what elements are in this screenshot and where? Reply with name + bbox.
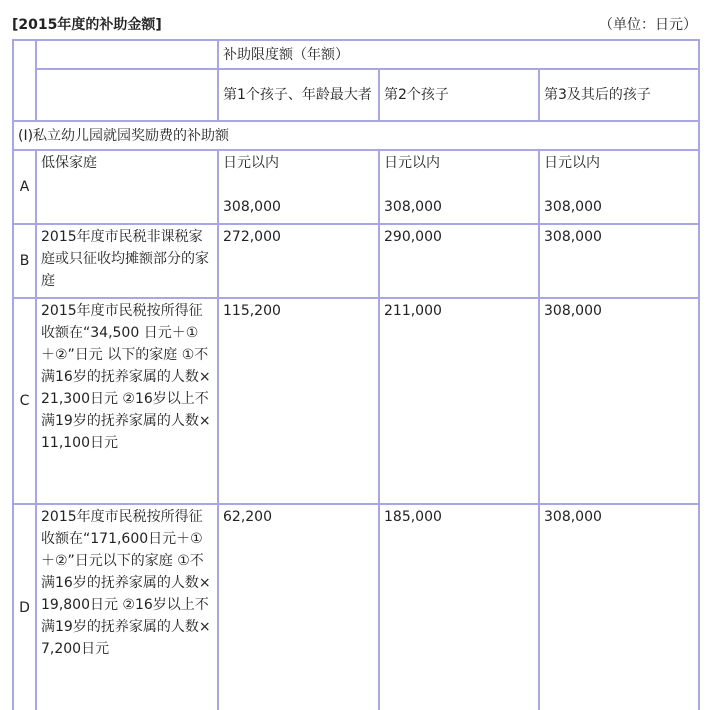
row-value-second — [379, 150, 539, 224]
section-title: (I)私立幼儿园就园奖励费的补助额 — [13, 121, 699, 150]
row-letter: B — [13, 224, 36, 298]
row-letter: C — [13, 298, 36, 504]
row-description: 2015年度市民税按所得征收额在“171,600日元＋①＋②”日元以下的家庭 ①不满16岁的抚养家属的人数×19,800日元 ②16岁以上不满19岁的抚养家属的人数×7,200日元 — [36, 504, 218, 710]
header-third-child: 第3及其后的孩子 — [539, 69, 699, 121]
limit-value: 308,000 — [384, 199, 442, 215]
row-letter: A — [13, 150, 36, 224]
header-row-columns — [13, 69, 699, 121]
header-blank-desc — [36, 40, 218, 69]
limit-value: 308,000 — [223, 199, 281, 215]
limit-prefix: 日元以内 — [223, 155, 279, 171]
row-value-first: 272,000 — [218, 224, 379, 298]
subsidy-table — [12, 39, 700, 710]
limit-prefix: 日元以内 — [544, 155, 600, 171]
row-value-first: 62,200 — [218, 504, 379, 710]
row-value-third: 308,000 — [539, 504, 699, 710]
table-row — [13, 224, 699, 298]
row-value-first: 115,200 — [218, 298, 379, 504]
header-subsidy-limit: 补助限度额（年额） — [218, 40, 699, 69]
row-letter: D — [13, 504, 36, 710]
header-blank-letter — [13, 40, 36, 121]
section-row — [13, 121, 699, 150]
table-title: [2015年度的补助金额] — [12, 17, 162, 33]
row-description: 2015年度市民税按所得征收额在“34,500 日元＋① ＋②”日元 以下的家庭 ①不满16岁的抚养家属的人数×21,300日元 ②16岁以上不满19岁的抚养家属的人数× 11,100日元 — [36, 298, 218, 504]
header-blank-desc-2 — [36, 69, 218, 121]
limit-prefix: 日元以内 — [384, 155, 440, 171]
table-row — [13, 298, 699, 504]
row-value-third — [539, 150, 699, 224]
limit-value: 308,000 — [544, 199, 602, 215]
table-caption — [12, 14, 697, 36]
row-value-third: 308,000 — [539, 224, 699, 298]
row-description: 低保家庭 — [36, 150, 218, 224]
row-description: 2015年度市民税非课税家庭或只征收均摊额部分的家庭 — [36, 224, 218, 298]
table-row — [13, 504, 699, 710]
table-row — [13, 150, 699, 224]
row-value-second: 185,000 — [379, 504, 539, 710]
header-first-child: 第1个孩子、年龄最大者 — [218, 69, 379, 121]
row-value-first — [218, 150, 379, 224]
row-value-third: 308,000 — [539, 298, 699, 504]
header-second-child: 第2个孩子 — [379, 69, 539, 121]
unit-note: （单位：日元） — [599, 17, 697, 33]
header-row-group — [13, 40, 699, 69]
row-value-second: 211,000 — [379, 298, 539, 504]
row-value-second: 290,000 — [379, 224, 539, 298]
